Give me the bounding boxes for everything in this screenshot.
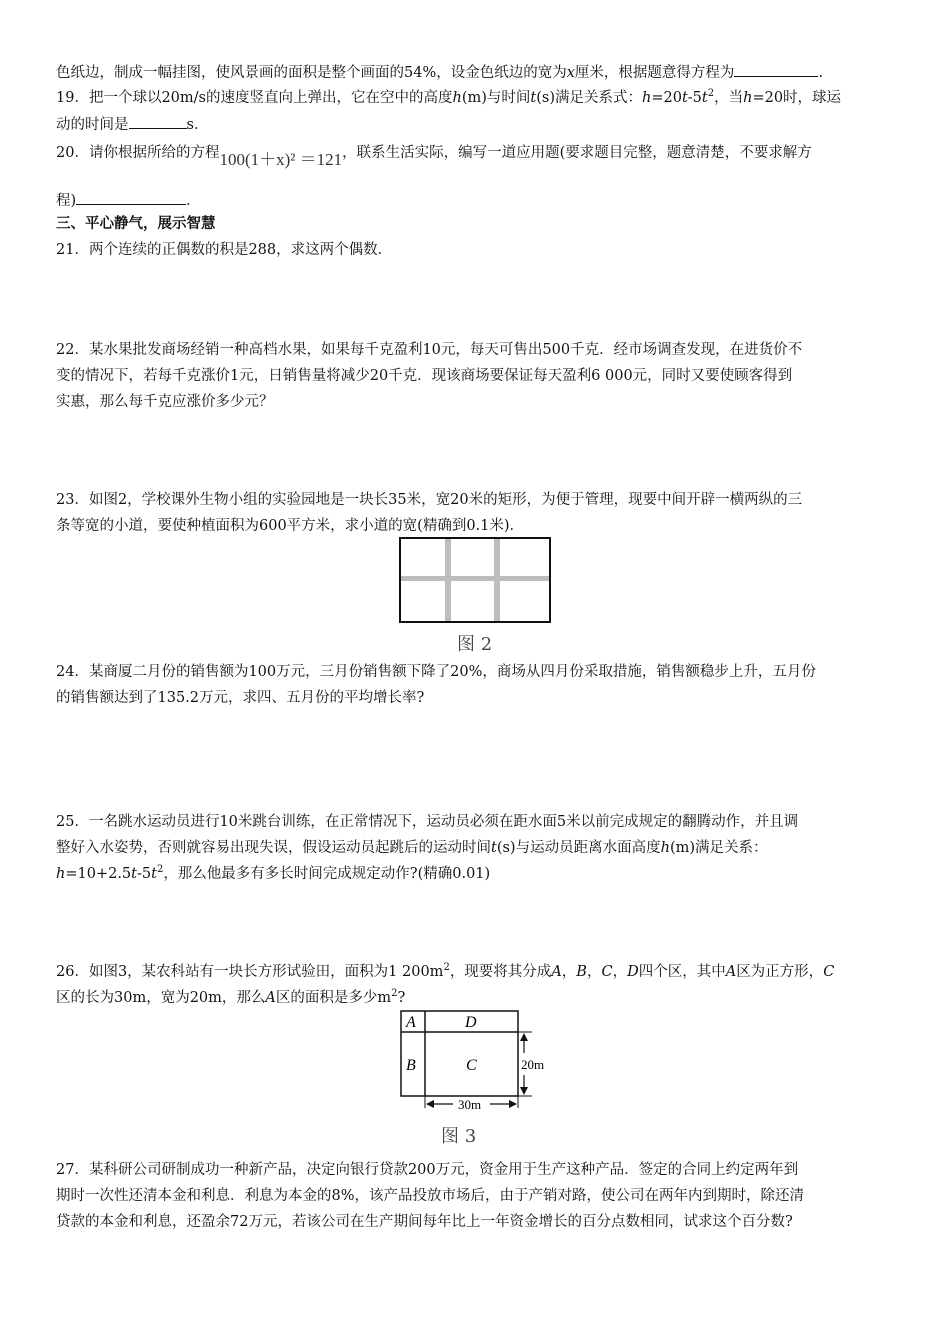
field-outline [401, 1011, 518, 1096]
vertical-path-right [494, 539, 500, 621]
q20-line-1: 20．请你根据所给的方程100(1＋x)² ＝121，联系生活实际，编写一道应用题(要求题目完整，题意清楚，不要求解方 [56, 145, 812, 169]
q24-line-1: 24．某商厦二月份的销售额为100万元，三月份销售额下降了20%，商场从四月份采取措施，销售额稳步上升，五月份 [56, 664, 816, 680]
q26-line-2: 区的长为30m，宽为20m，那么A区的面积是多少$m^2$? [56, 988, 406, 1006]
q22-line-2: 变的情况下，若每千克涨价1元，日销售量将减少20千克．现该商场要保证每天盈利6 000元，同时又要使顾客得到 [56, 368, 793, 384]
arrow-left-icon [426, 1100, 434, 1108]
q21-text: 21．两个连续的正偶数的积是288，求这两个偶数． [56, 242, 393, 258]
vertical-path-left [445, 539, 451, 621]
q23-line-1: 23．如图2，学校课外生物小组的实验园地是一块长35米，宽20米的矩形，为便于管理，现要中间开辟一横两纵的三 [56, 492, 803, 508]
q25-line-2: 整好入水姿势，否则就容易出现失误，假设运动员起跳后的运动时间t(s)与运动员距离水面高度h(m)满足关系： [56, 840, 768, 856]
figure-2-garden-diagram [398, 536, 552, 624]
arrow-up-icon [520, 1033, 528, 1041]
label-20m: 20m [521, 1057, 545, 1072]
arrow-right-icon [509, 1100, 517, 1108]
answer-blank [129, 114, 187, 129]
q27-line-1: 27．某科研公司研制成功一种新产品，决定向银行贷款200万元，资金用于生产这种产品．签定的合同上约定两年到 [56, 1162, 799, 1178]
answer-blank [734, 62, 818, 77]
q19-line-1: 19．把一个球以20m/s的速度竖直向上弹出，它在空中的高度h(m)与时间t(s)满足关系式：$h=20t-5t^2$，当h=20时，球运 [56, 88, 842, 106]
label-B: B [406, 1057, 416, 1074]
q22-line-1: 22．某水果批发商场经销一种高档水果，如果每千克盈利10元，每天可售出500千克．经市场调查发现，在进货价不 [56, 342, 803, 358]
section-heading: 三、平心静气，展示智慧 [56, 215, 216, 232]
label-D: D [465, 1014, 477, 1031]
q20-line-2: 程) ． [56, 190, 201, 211]
q20-equation: 100(1＋x)² ＝121 [219, 150, 343, 169]
q27-line-3: 贷款的本金和利息，还盈余72万元，若该公司在生产期间每年比上一年资金增长的百分点数相同，试求这个百分数? [56, 1214, 793, 1230]
q27-line-2: 期时一次性还清本金和利息．利息为本金的8%，该产品投放市场后，由于产销对路，使公司在两年内到期时，除还清 [56, 1188, 804, 1204]
q26-line-1: 26．如图3，某农科站有一块长方形试验田，面积为1 $200m^2$，现要将其分成A，B，C，D四个区，其中A区为正方形，C [56, 962, 835, 980]
q24-line-2: 的销售额达到了135.2万元，求四、五月份的平均增长率? [56, 690, 425, 706]
q25-line-1: 25．一名跳水运动员进行10米跳台训练，在正常情况下，运动员必须在距水面5米以前完成规定的翻腾动作，并且调 [56, 814, 799, 830]
horizontal-path [401, 576, 549, 581]
figure-2-caption: 图 2 [457, 634, 493, 655]
q19-line-2: 动的时间是 s． [56, 114, 208, 135]
label-C: C [466, 1057, 477, 1074]
answer-blank [76, 190, 186, 205]
q22-line-3: 实惠，那么每千克应涨价多少元？ [56, 394, 274, 410]
q18-line-1: 色纸边，制成一幅挂图，使风景画的面积是整个画面的54%，设金色纸边的宽为x厘米，根据题意得方程为 . [56, 62, 823, 83]
figure-3-caption: 图 3 [441, 1126, 477, 1147]
q25-line-3: $h=10+2.5t-5t^2$，那么他最多有多长时间完成规定动作?(精确0.01) [56, 864, 491, 882]
label-A: A [406, 1014, 416, 1031]
q23-line-2: 条等宽的小道，要使种植面积为600平方米，求小道的宽(精确到0.1米)． [56, 518, 525, 534]
figure-3-field-diagram [398, 1008, 558, 1118]
label-30m: 30m [458, 1097, 482, 1112]
arrow-down-icon [520, 1087, 528, 1095]
